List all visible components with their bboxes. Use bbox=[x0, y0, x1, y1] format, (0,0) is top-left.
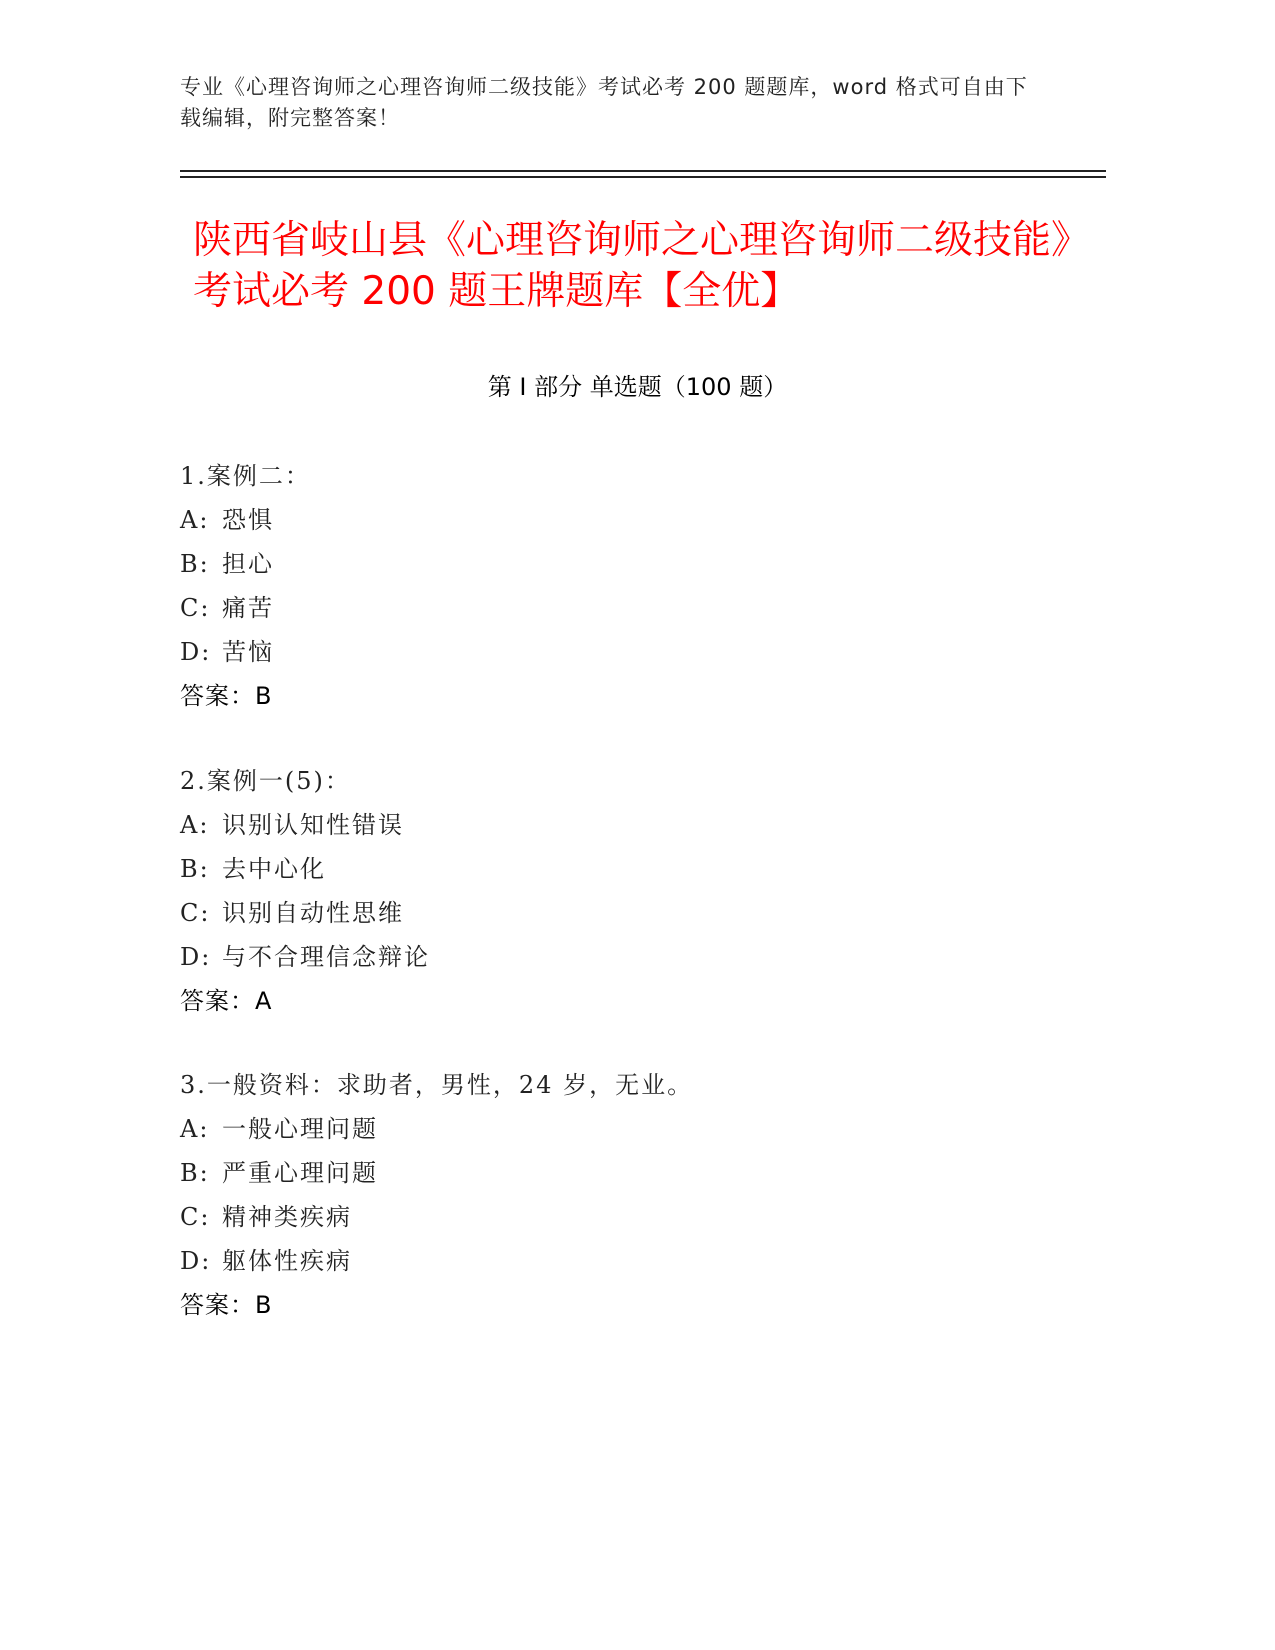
option-letter: C: bbox=[180, 899, 211, 927]
answer-line: 答案：B bbox=[180, 1291, 273, 1319]
option-a bbox=[180, 503, 1060, 547]
option-text: 痛苦 bbox=[222, 594, 274, 622]
option-c bbox=[180, 1200, 1060, 1244]
option-text: 躯体性疾病 bbox=[222, 1247, 352, 1275]
option-text: 精神类疾病 bbox=[222, 1203, 352, 1231]
document-title: 陕西省岐山县《心理咨询师之心理咨询师二级技能》考试必考 200 题王牌题库【全优】 bbox=[193, 218, 1071, 314]
option-letter: A: bbox=[180, 506, 210, 534]
option-letter: A: bbox=[180, 811, 210, 839]
option-c bbox=[180, 896, 1060, 940]
option-text: 严重心理问题 bbox=[222, 1159, 378, 1187]
answer-line: 答案：B bbox=[180, 682, 273, 710]
option-letter: C: bbox=[180, 1203, 211, 1231]
option-letter: B: bbox=[180, 1159, 210, 1187]
answer-line: 答案：A bbox=[180, 987, 273, 1015]
option-text: 去中心化 bbox=[222, 855, 326, 883]
question-2 bbox=[180, 764, 1060, 1028]
question-stem: 1.案例二： bbox=[180, 462, 311, 490]
section-heading: 第 I 部分 单选题（100 题） bbox=[487, 373, 788, 401]
question-1 bbox=[180, 459, 1060, 723]
option-letter: D: bbox=[180, 943, 212, 971]
option-letter: C: bbox=[180, 594, 211, 622]
option-text: 一般心理问题 bbox=[222, 1115, 378, 1143]
header-note: 专业《心理咨询师之心理咨询师二级技能》考试必考 200 题题库，word 格式可自由下载编辑，附完整答案！ bbox=[180, 75, 1028, 130]
option-a bbox=[180, 808, 1060, 852]
option-letter: B: bbox=[180, 550, 210, 578]
option-text: 识别自动性思维 bbox=[222, 899, 404, 927]
option-letter: D: bbox=[180, 1247, 212, 1275]
option-letter: A: bbox=[180, 1115, 210, 1143]
header-divider-top bbox=[180, 170, 1106, 172]
option-text: 担心 bbox=[222, 550, 274, 578]
option-b bbox=[180, 852, 1060, 896]
option-a bbox=[180, 1112, 1060, 1156]
question-3 bbox=[180, 1068, 1060, 1332]
option-d bbox=[180, 635, 1060, 679]
option-text: 恐惧 bbox=[222, 506, 274, 534]
question-stem: 2.案例一(5)： bbox=[180, 767, 351, 795]
option-b bbox=[180, 547, 1060, 591]
question-stem: 3.一般资料：求助者，男性，24 岁，无业。 bbox=[180, 1071, 694, 1099]
option-d bbox=[180, 1244, 1060, 1288]
option-d bbox=[180, 940, 1060, 984]
option-text: 与不合理信念辩论 bbox=[222, 943, 430, 971]
option-text: 识别认知性错误 bbox=[222, 811, 404, 839]
option-letter: B: bbox=[180, 855, 210, 883]
option-text: 苦恼 bbox=[222, 638, 274, 666]
option-letter: D: bbox=[180, 638, 212, 666]
option-b bbox=[180, 1156, 1060, 1200]
option-c bbox=[180, 591, 1060, 635]
header-divider-bottom bbox=[180, 176, 1106, 178]
